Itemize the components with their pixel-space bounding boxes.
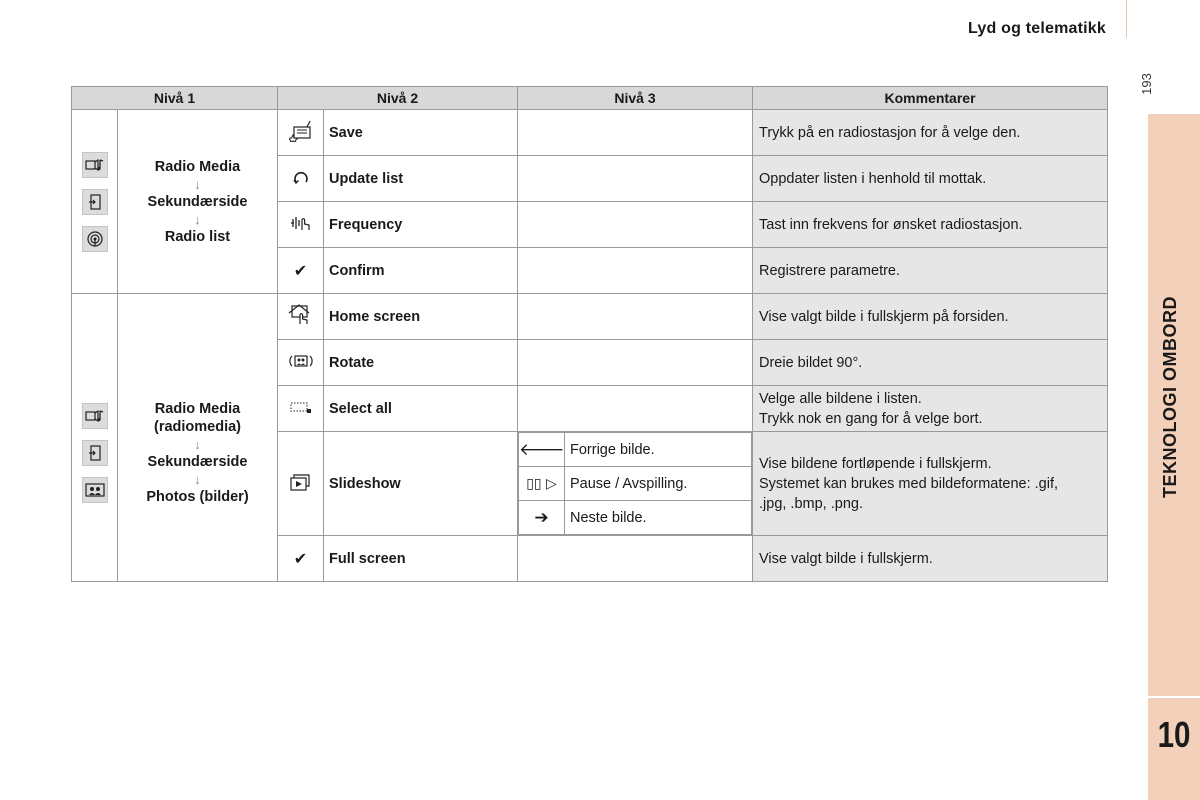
slideshow-controls-table — [518, 432, 752, 535]
level3-label: Forrige bilde. — [565, 433, 752, 467]
select-all-icon — [289, 400, 313, 418]
level3-cell — [518, 248, 753, 294]
header-comments: Kommentarer — [753, 87, 1108, 110]
comment-cell: Registrere parametre. — [753, 248, 1108, 294]
level2-label: Slideshow — [324, 432, 518, 536]
level2-label: Select all — [324, 386, 518, 432]
page-number: 193 — [1139, 73, 1154, 95]
comment-cell: Oppdater listen i henhold til mottak. — [753, 156, 1108, 202]
page-header-title: Lyd og telematikk — [968, 20, 1106, 37]
comment-cell: Vise valgt bilde i fullskjerm. — [753, 536, 1108, 582]
comment-cell: Trykk på en radiostasjon for å velge den. — [753, 110, 1108, 156]
secondary-page-icon — [82, 189, 108, 215]
comment-line: Velge alle bildene i listen. — [759, 390, 922, 407]
level2-label: Update list — [324, 156, 518, 202]
level3-cell — [518, 294, 753, 340]
level3-label: Pause / Avspilling. — [565, 467, 752, 501]
slideshow-icon — [290, 473, 312, 495]
frequency-icon — [290, 214, 312, 236]
radio-media-icon — [82, 152, 108, 178]
rotate-icon — [288, 353, 314, 373]
save-station-icon — [289, 120, 313, 146]
pause-play-icon: ▯▯ ▷ — [519, 467, 565, 501]
header-level3: Nivå 3 — [518, 87, 753, 110]
comment-cell — [753, 432, 1108, 536]
path-step: (radiomedia) — [153, 418, 241, 435]
level2-label: Rotate — [324, 340, 518, 386]
chapter-title: TEKNOLOGI OMBORD — [1160, 296, 1180, 498]
chapter-number: 10 — [1157, 714, 1191, 755]
level3-cell — [518, 340, 753, 386]
down-arrow-icon: ↓ — [194, 436, 201, 452]
comment-cell: Tast inn frekvens for ønsket radiostasjon. — [753, 202, 1108, 248]
check-icon: ✔ — [293, 549, 308, 568]
level1-path — [118, 294, 278, 582]
level1-path — [118, 110, 278, 294]
down-arrow-icon: ↓ — [194, 176, 201, 192]
path-step: Radio Media — [154, 158, 241, 175]
table-row — [72, 294, 1108, 340]
level2-label: Save — [324, 110, 518, 156]
list-item — [519, 433, 752, 467]
refresh-icon — [292, 168, 310, 190]
comment-cell: Vise valgt bilde i fullskjerm på forsiden. — [753, 294, 1108, 340]
path-step: Sekundærside — [147, 193, 248, 210]
comment-cell: Dreie bildet 90°. — [753, 340, 1108, 386]
path-step: Radio Media — [154, 400, 241, 417]
arrow-left-icon: 🡐 — [519, 433, 565, 467]
chapter-side-tab — [1148, 114, 1200, 800]
secondary-page-icon — [82, 440, 108, 466]
radio-list-icon — [82, 226, 108, 252]
table-row — [72, 110, 1108, 156]
level2-label: Confirm — [324, 248, 518, 294]
level2-label: Home screen — [324, 294, 518, 340]
header-level2: Nivå 2 — [278, 87, 518, 110]
header-level1: Nivå 1 — [72, 87, 278, 110]
level1-icons — [72, 294, 118, 582]
table-header-row — [72, 87, 1108, 110]
radio-media-icon — [82, 403, 108, 429]
level3-label: Neste bilde. — [565, 501, 752, 535]
list-item — [519, 467, 752, 501]
level3-cell — [518, 432, 753, 536]
level3-cell — [518, 156, 753, 202]
path-step: Radio list — [164, 228, 231, 245]
level3-cell — [518, 110, 753, 156]
check-icon: ✔ — [293, 261, 308, 280]
comment-line: .jpg, .bmp, .png. — [759, 495, 863, 512]
menu-structure-table — [71, 86, 1108, 582]
comment-line: Trykk nok en gang for å velge bort. — [759, 410, 983, 427]
level2-label: Full screen — [324, 536, 518, 582]
down-arrow-icon: ↓ — [194, 471, 201, 487]
down-arrow-icon: ↓ — [194, 211, 201, 227]
level3-cell — [518, 202, 753, 248]
home-screen-icon — [288, 304, 314, 330]
arrow-right-icon: ➔ — [519, 501, 565, 535]
comment-line: Systemet kan brukes med bildeformatene: .gif, — [759, 475, 1059, 492]
header-divider — [1126, 0, 1127, 38]
level3-cell — [518, 386, 753, 432]
level2-label: Frequency — [324, 202, 518, 248]
comment-line: Vise bildene fortløpende i fullskjerm. — [759, 455, 992, 472]
list-item — [519, 501, 752, 535]
chapter-divider — [1148, 696, 1200, 698]
level3-cell — [518, 536, 753, 582]
comment-cell — [753, 386, 1108, 432]
level1-icons — [72, 110, 118, 294]
path-step: Sekundærside — [147, 453, 248, 470]
photos-icon — [82, 477, 108, 503]
path-step: Photos (bilder) — [146, 488, 249, 505]
